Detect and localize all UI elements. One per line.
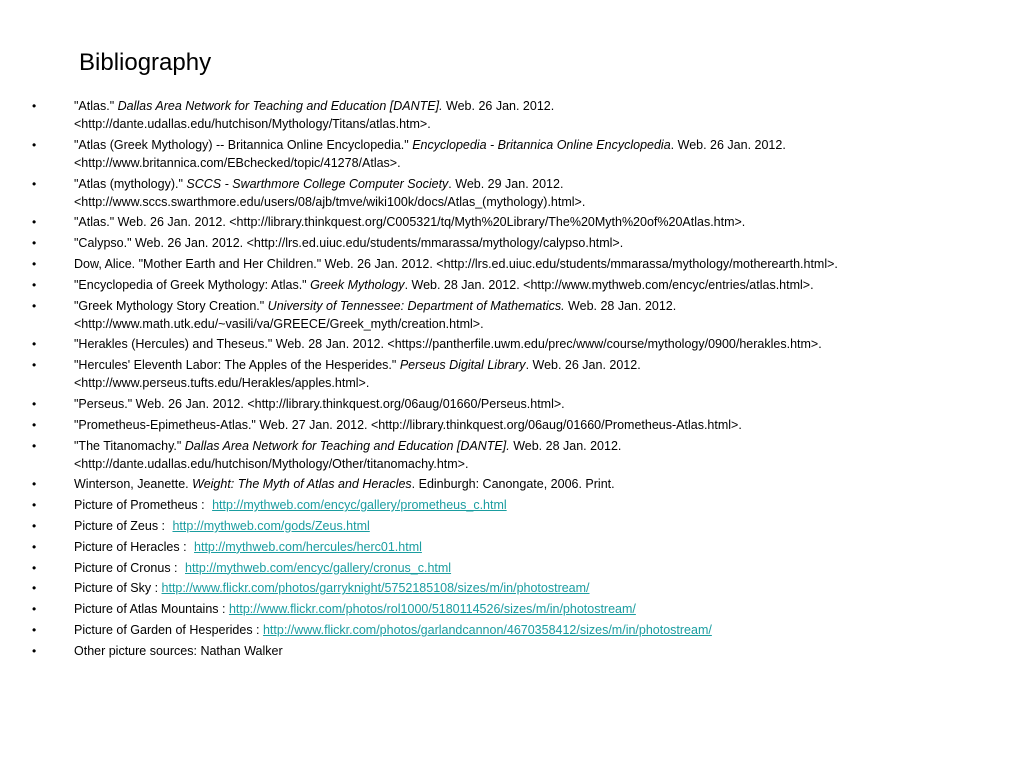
entry-line — [74, 416, 1010, 434]
bibliography-entry — [30, 642, 1010, 660]
entry-line — [74, 395, 1010, 413]
entry-text: Picture of Sky : — [74, 581, 162, 596]
bullet-icon: • — [32, 560, 37, 575]
bibliography-entry — [30, 213, 1010, 231]
entry-text: "Atlas." Web. 26 Jan. 2012. <http://library.thinkquest.org/C005321/tq/Myth%20Library/The%20Myth%20of%20Atlas.htm>. — [74, 215, 746, 230]
bullet-icon: • — [32, 298, 37, 313]
entry-text: . Web. 29 Jan. 2012. — [448, 176, 564, 191]
bibliography-entry — [30, 437, 1010, 473]
bullet-icon: • — [32, 277, 37, 292]
entry-line — [74, 579, 1010, 597]
bibliography-entry — [30, 234, 1010, 252]
bullet-icon: • — [32, 602, 37, 617]
bibliography-entry — [30, 335, 1010, 353]
bullet-icon: • — [32, 256, 37, 271]
bullet-icon: • — [32, 643, 37, 658]
entry-text: Picture of Garden of Hesperides : — [74, 622, 263, 637]
source-link[interactable]: http://mythweb.com/gods/Zeus.html — [172, 518, 370, 533]
entry-url-line: <http://dante.udallas.edu/hutchison/Mythology/Other/titanomachy.htm>. — [74, 456, 469, 471]
entry-text: "Atlas (mythology)." — [74, 176, 187, 191]
entry-text: Web. 28 Jan. 2012. — [564, 298, 677, 313]
entry-text: . Web. 26 Jan. 2012. — [525, 358, 641, 373]
entry-text: . Web. 26 Jan. 2012. — [670, 137, 786, 152]
entry-line — [74, 621, 1010, 639]
source-link[interactable]: http://mythweb.com/encyc/gallery/cronus_c.html — [185, 560, 452, 575]
bibliography-entry — [30, 621, 1010, 639]
bullet-icon: • — [32, 358, 37, 373]
entry-line — [74, 559, 1010, 577]
bibliography-entry — [30, 517, 1010, 535]
bibliography-entry — [30, 356, 1010, 392]
entry-line — [74, 234, 1010, 252]
entry-line — [74, 175, 1010, 193]
entry-text: Picture of Zeus : — [74, 518, 169, 533]
bibliography-entry — [30, 395, 1010, 413]
entry-text: "Atlas." — [74, 99, 118, 113]
entry-line — [74, 642, 1010, 660]
bullet-icon: • — [32, 176, 37, 191]
bullet-icon: • — [32, 498, 37, 513]
bibliography-entry — [30, 538, 1010, 556]
bibliography-entry — [30, 175, 1010, 211]
source-link[interactable]: http://mythweb.com/hercules/herc01.html — [194, 539, 422, 554]
entry-source-title: Dallas Area Network for Teaching and Education [DANTE]. — [184, 438, 510, 453]
bullet-icon: • — [32, 477, 37, 492]
bullet-icon: • — [32, 236, 37, 251]
entry-text: "Perseus." Web. 26 Jan. 2012. <http://library.thinkquest.org/06aug/01660/Perseus.html>. — [74, 396, 565, 411]
entry-url-line: <http://www.sccs.swarthmore.edu/users/08/ajb/tmve/wiki100k/docs/Atlas_(mythology).html>. — [74, 194, 586, 209]
entry-line — [74, 335, 1010, 353]
bibliography-entry — [30, 559, 1010, 577]
bullet-icon: • — [32, 438, 37, 453]
bullet-icon: • — [32, 99, 37, 113]
entry-url-line: <http://www.britannica.com/EBchecked/topic/41278/Atlas>. — [74, 155, 401, 170]
bullet-icon: • — [32, 396, 37, 411]
bullet-icon: • — [32, 518, 37, 533]
entry-source-title: Weight: The Myth of Atlas and Heracles — [192, 477, 412, 492]
entry-text: Picture of Cronus : — [74, 560, 181, 575]
entry-text: "Calypso." Web. 26 Jan. 2012. <http://lrs.ed.uiuc.edu/students/mmarassa/mythology/calypso.html>. — [74, 236, 624, 251]
entry-text: "Hercules' Eleventh Labor: The Apples of the Hesperides." — [74, 358, 400, 373]
entry-line — [74, 538, 1010, 556]
entry-text: "Prometheus-Epimetheus-Atlas." Web. 27 Jan. 2012. <http://library.thinkquest.org/06aug/01660/Prometheus-Atlas.html>. — [74, 417, 742, 432]
entry-line — [74, 356, 1010, 374]
bibliography-entry — [30, 416, 1010, 434]
bibliography-entry — [30, 579, 1010, 597]
entry-line — [74, 276, 1010, 294]
entry-source-title: Encyclopedia - Britannica Online Encyclopedia — [412, 137, 671, 152]
entry-text: Picture of Atlas Mountains : — [74, 602, 229, 617]
bullet-icon: • — [32, 337, 37, 352]
bibliography-entry — [30, 255, 1010, 273]
entry-text: "Encyclopedia of Greek Mythology: Atlas." — [74, 277, 311, 292]
entry-text: "Herakles (Hercules) and Theseus." Web. 28 Jan. 2012. <https://pantherfile.uwm.edu/prec/www/course/mythology/0900/herakles.htm>. — [74, 337, 822, 352]
bibliography-entry — [30, 475, 1010, 493]
entry-text: Web. 28 Jan. 2012. — [509, 438, 622, 453]
entry-source-title: Dallas Area Network for Teaching and Education [DANTE]. — [117, 99, 443, 113]
entry-line — [74, 517, 1010, 535]
source-link[interactable]: http://www.flickr.com/photos/rol1000/5180114526/sizes/m/in/photostream/ — [228, 602, 636, 617]
entry-url-line: <http://www.perseus.tufts.edu/Herakles/apples.html>. — [74, 376, 370, 391]
entry-line — [74, 136, 1010, 154]
entry-text: . Edinburgh: Canongate, 2006. Print. — [411, 477, 615, 492]
bullet-icon: • — [32, 215, 37, 230]
entry-text: Web. 26 Jan. 2012. — [442, 99, 555, 113]
entry-source-title: Greek Mythology — [310, 277, 405, 292]
source-link[interactable]: http://www.flickr.com/photos/garryknight/5752185108/sizes/m/in/photostream/ — [161, 581, 590, 596]
entry-text: "Greek Mythology Story Creation." — [74, 298, 268, 313]
entry-url-line: <http://www.math.utk.edu/~vasili/va/GREECE/Greek_myth/creation.html>. — [74, 316, 484, 331]
entry-line — [74, 97, 1010, 115]
entry-text: Winterson, Jeanette. — [74, 477, 193, 492]
entry-source-title: University of Tennessee: Department of Mathematics. — [267, 298, 565, 313]
entry-text: Other picture sources: Nathan Walker — [74, 643, 283, 658]
entry-url-line: <http://dante.udallas.edu/hutchison/Mythology/Titans/atlas.htm>. — [74, 117, 431, 131]
bibliography-entry — [30, 276, 1010, 294]
entry-text: Dow, Alice. "Mother Earth and Her Children." Web. 26 Jan. 2012. <http://lrs.ed.uiuc.edu/students/mmarassa/mythology/motherearth.html>. — [74, 256, 838, 271]
entry-line — [74, 600, 1010, 618]
entry-text: "Atlas (Greek Mythology) -- Britannica Online Encyclopedia." — [74, 137, 413, 152]
bibliography-entry — [30, 136, 1010, 172]
entry-text: "The Titanomachy." — [74, 438, 185, 453]
bibliography-entry — [30, 600, 1010, 618]
page-title: Bibliography — [79, 49, 212, 76]
entry-line — [74, 437, 1010, 455]
entry-line — [74, 496, 1010, 514]
bullet-icon: • — [32, 581, 37, 596]
entry-line — [74, 255, 1010, 273]
entry-source-title: SCCS - Swarthmore College Computer Society — [186, 176, 449, 191]
bullet-icon: • — [32, 137, 37, 152]
bibliography-list — [30, 97, 1010, 663]
entry-line — [74, 297, 1010, 315]
bibliography-entry — [30, 297, 1010, 333]
source-link[interactable]: http://www.flickr.com/photos/garlandcannon/4670358412/sizes/m/in/photostream/ — [262, 622, 712, 637]
bullet-icon: • — [32, 622, 37, 637]
entry-text: . Web. 28 Jan. 2012. <http://www.mythweb.com/encyc/entries/atlas.html>. — [404, 277, 814, 292]
entry-source-title: Perseus Digital Library — [399, 358, 526, 373]
bibliography-entry — [30, 496, 1010, 514]
bibliography-entry — [30, 97, 1010, 133]
entry-line — [74, 475, 1010, 493]
entry-text: Picture of Prometheus : — [74, 498, 209, 513]
bullet-icon: • — [32, 539, 37, 554]
entry-text: Picture of Heracles : — [74, 539, 191, 554]
entry-line — [74, 213, 1010, 231]
source-link[interactable]: http://mythweb.com/encyc/gallery/prometheus_c.html — [212, 498, 507, 513]
bullet-icon: • — [32, 417, 37, 432]
